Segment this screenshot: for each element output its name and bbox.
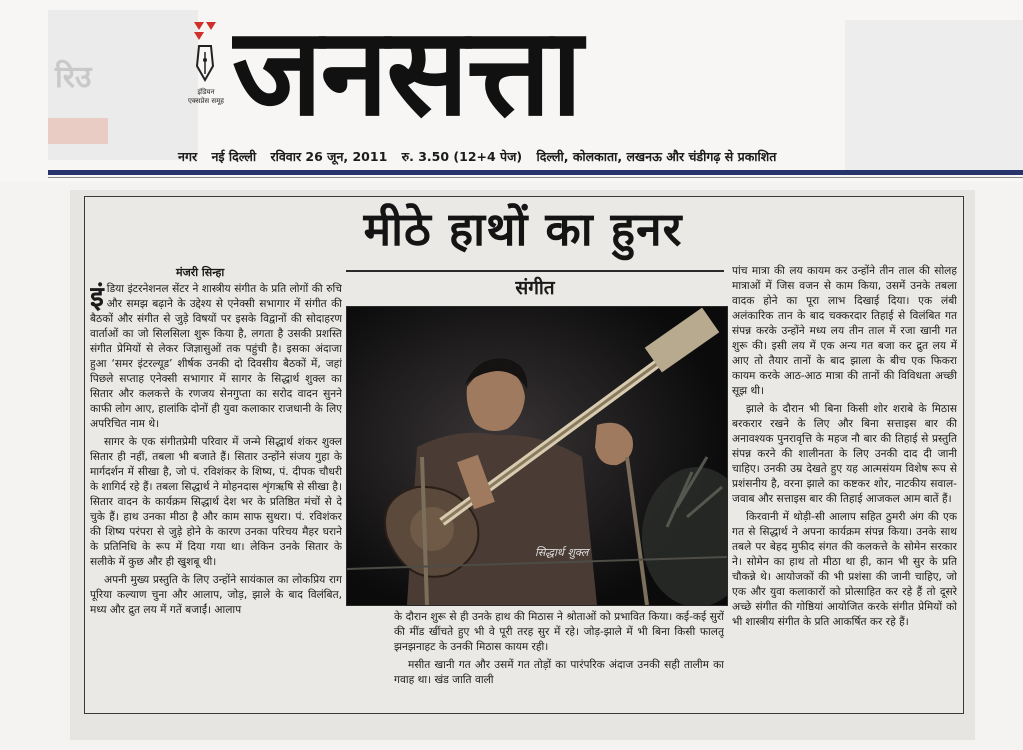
- faded-background-print: [845, 20, 1023, 170]
- faded-background-text: रिउ: [55, 60, 92, 95]
- paragraph: इंडिया इंटरनेशनल सेंटर ने शास्त्रीय संगीत के प्रति लोगों की रुचि और समझ बढ़ाने के उद्देश्य से एनेक्सी सभागार में संगीत की बैठकों और संगीत से जुड़े विषयों पर इसके विद्वानों की सोदाहरण वार्ताओं का जो सिलसिला शुरू किया है, लगता है उसकी प्रशस्ति संगीत प्रेमियों से लेकर जिज्ञासुओं तक पहुंची है। इसका अंदाजा हुआ ‘समर इंटरल्यूड’ शीर्षक उनकी दो दिवसीय बैठकों में, जहां पिछले सप्ताह एनेक्सी सभागार में सागर के सिद्धार्थ शुक्ल का सितार और कलकत्ते के रणजय सेनगुप्ता का सरोद वादन सुनने काफी लोग आए, हालांकि दोनों ही युवा कलाकार राजधानी के लिए अपरिचित नाम थे।: [90, 282, 342, 430]
- paragraph: मसीत खानी गत और उसमें गत तोड़ों का पारंपरिक अंदाज उनकी सही तालीम का गवाह था। खंड जाति वाली: [394, 659, 724, 686]
- faded-background-tag: [48, 118, 108, 144]
- section-name: संगीत: [515, 277, 555, 299]
- byline: मंजरी सिन्हा: [176, 266, 225, 279]
- article-headline: मीठे हाथों का हुनर: [363, 202, 683, 256]
- masthead-thin-rule: [48, 177, 1023, 178]
- section-label: [346, 270, 724, 306]
- dateline-edition: नगर: [178, 149, 198, 164]
- article-column-2: [394, 610, 724, 708]
- paragraph: अपनी मुख्य प्रस्तुति के लिए उन्होंने सायंकाल का लोकप्रिय राग पूरिया कल्याण चुना और आलाप, जोड़, झाले के बाद विलंबित, मध्य और द्रुत लय में गतें बजाईं। आलाप: [90, 574, 342, 616]
- newspaper-title: जनसत्ता: [232, 2, 581, 142]
- article-photo: [346, 306, 728, 606]
- dateline-editions: दिल्ली, कोलकाता, लखनऊ और चंडीगढ़ से प्रकाशित: [536, 149, 777, 164]
- paragraph: किरवानी में थोड़ी-सी आलाप सहित ठुमरी अंग की एक गत से सिद्धार्थ ने अपना कार्यक्रम संपन्न किया। उनके साथ तबले पर बेहद मुफीद संगत की कलकत्ते के सोमेन सरकार ने। सोमेन का हाथ तो मीठा था ही, कान भी सुर के प्रति चौकन्ने थे। आयोजकों की भी प्रशंसा की जानी चाहिए, जो एक और युवा कलाकारों को प्रोत्साहित कर रहे हैं तो दूसरे अच्छे संगीत की गोष्ठियां आयोजित करके संगीत प्रेमियों को भी शास्त्रीय संगीत के प्रति आकर्षित कर रहे हैं।: [732, 511, 957, 628]
- paragraph: पांच मात्रा की लय कायम कर उन्होंने तीन ताल की सोलह मात्राओं में जिस वजन से काम किया, उसमें उनके तबला वादक होने का पूरा लाभ दिखाई दिया। एक लंबी अलंकारिक तान के बाद चक्करदार तिहाई से विलंबित गत संपन्न करके उन्होंने मध्य लय तीन ताल में रजा खानी गत शुरू की। इसी लय में एक अन्य गत बजा कर द्रुत लय में आए तो तैयार तानों के बाद झाला के बीच एक फिकरा कायम करके आठ-आठ मात्रा की तानों की विविधता अच्छी सूझ थी।: [732, 265, 957, 397]
- section-rule: [346, 270, 724, 272]
- masthead: [0, 0, 1023, 182]
- dateline-date: रविवार 26 जून, 2011: [270, 149, 388, 164]
- pen-nib-logo-icon: [190, 18, 220, 88]
- masthead-rule: [48, 170, 1023, 175]
- drop-cap: इं: [90, 282, 104, 313]
- dateline-city: नई दिल्ली: [211, 149, 257, 164]
- dateline-price: रु. 3.50 (12+4 पेज): [401, 149, 523, 164]
- dateline: [178, 148, 786, 166]
- paragraph: सागर के एक संगीतप्रेमी परिवार में जन्मे सिद्धार्थ शंकर शुक्ल सितार ही नहीं, तबला भी बजाते हैं। सितार उन्होंने संजय गुहा के मार्गदर्शन में सीखा है, जो पं. रविशंकर के शिष्य, पं. दीपक चौधरी के शागिर्द रहे हैं। तबला सिद्धार्थ ने मोहनदास शृंगऋषि से सीखा है। सितार वादन के कार्यक्रम सिद्धार्थ देश भर के प्रतिष्ठित मंचों से दे चुके हैं। हाथ उनका मीठा है और काम साफ सुथरा। पं. रविशंकर की शिष्य परंपरा से जुड़े होने के कारण उनका परिचय मैहर घराने के प्रतिनिधि के रूप में दिया गया था। लेकिन उनके सितार के सलीके में कुछ और ही खुशबू थी।: [90, 436, 342, 568]
- paragraph: के दौरान शुरू से ही उनके हाथ की मिठास ने श्रोताओं को प्रभावित किया। कई-कई सुरों की मींड खींचते हुए भी वे पूरी तरह सुर में रहे। जोड़-झाले में भी बिना किसी फालतू झनझनाहट के उनकी मिठास कायम रही।: [394, 611, 724, 653]
- paragraph: झाले के दौरान भी बिना किसी शोर शराबे के मिठास बरकरार रखने के लिए और बिना सत्ताइस बार की अनावश्यक पुनरावृत्ति के महज नौ बार की तिहाई से प्रस्तुति संपन्न करने की शालीनता के लिए उनकी दाद दी जानी चाहिए। उनकी उम्र देखते हुए यह आत्मसंयम विशेष रूप से प्रशंसनीय है, वरना झाले का कष्टकर शोर, नाटकीय सवाल-जवाब और सत्ताइस बार की तिहाई आजकल आम बातें हैं।: [732, 403, 957, 505]
- photo-caption: सिद्धार्थ शुक्ल: [535, 546, 589, 559]
- article-column-3: [732, 264, 957, 708]
- article-column-1: [90, 282, 342, 707]
- publisher-group-label: इंडियन एक्सप्रेस समूह: [188, 88, 224, 105]
- sitar-player-photo: [347, 307, 727, 605]
